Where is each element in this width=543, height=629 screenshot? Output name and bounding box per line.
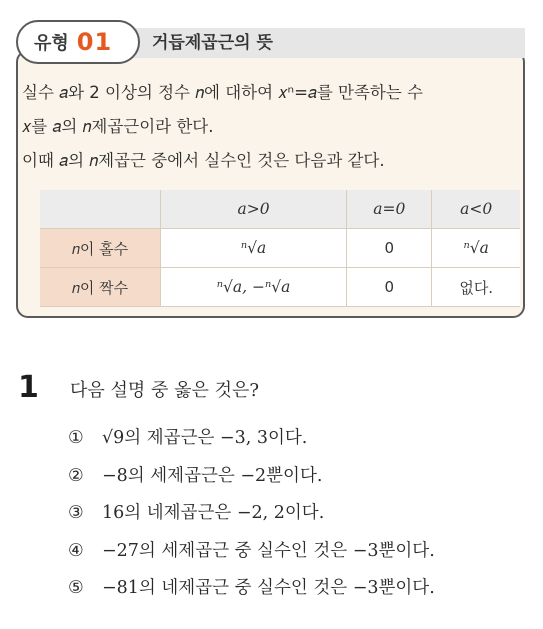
choice-text: −8의 세제곱근은 −2뿐이다. — [102, 465, 323, 486]
table-header-positive: 𝑎>0 — [161, 190, 347, 229]
nth-root-table — [40, 190, 520, 307]
answer-choices — [68, 420, 538, 608]
row-label-odd: 𝑛이 홀수 — [40, 229, 161, 268]
table-cell: ⁿ√𝑎 — [161, 229, 347, 268]
choice-mark: ④ — [68, 540, 84, 561]
table-cell: ⁿ√𝑎, −ⁿ√𝑎 — [161, 268, 347, 307]
table-row — [40, 229, 520, 268]
choice-mark: ① — [68, 428, 84, 448]
concept-header — [16, 20, 525, 64]
question-text: 다음 설명 중 옳은 것은? — [70, 380, 260, 401]
table-header-row — [40, 190, 520, 229]
table-cell: 0 — [347, 268, 432, 307]
type-tag-number: 01 — [76, 28, 113, 56]
choice-text: √9의 제곱근은 −3, 3이다. — [102, 428, 308, 448]
concept-description — [22, 76, 512, 178]
table-header-zero: 𝑎=0 — [347, 190, 432, 229]
choice-mark: ③ — [68, 503, 84, 523]
type-tag-label: 유형 — [34, 33, 69, 54]
table-cell: 0 — [347, 229, 432, 268]
choice-2[interactable] — [68, 458, 538, 496]
type-tag — [16, 20, 140, 64]
table-header-negative: 𝑎<0 — [432, 190, 520, 229]
choice-mark: ② — [68, 465, 84, 486]
description-line-2: 𝑥를 𝑎의 𝑛제곱근이라 한다. — [22, 117, 214, 136]
choice-text: −81의 네제곱근 중 실수인 것은 −3뿐이다. — [102, 578, 435, 598]
choice-text: −27의 세제곱근 중 실수인 것은 −3뿐이다. — [102, 540, 435, 561]
table-row — [40, 268, 520, 307]
question-number: 1 — [18, 370, 39, 405]
description-line-1: 실수 𝑎와 2 이상의 정수 𝑛에 대하여 𝑥ⁿ=𝑎를 만족하는 수 — [22, 83, 423, 102]
choice-5[interactable] — [68, 570, 538, 608]
choice-text: 16의 네제곱근은 −2, 2이다. — [102, 503, 325, 523]
table-cell: 없다. — [432, 268, 520, 307]
description-line-3: 이때 𝑎의 𝑛제곱근 중에서 실수인 것은 다음과 같다. — [22, 151, 385, 170]
row-label-even: 𝑛이 짝수 — [40, 268, 161, 307]
choice-mark: ⑤ — [68, 578, 84, 598]
choice-1[interactable] — [68, 420, 538, 458]
concept-title: 거듭제곱근의 뜻 — [152, 33, 273, 53]
table-corner-cell — [40, 190, 161, 229]
choice-3[interactable] — [68, 495, 538, 533]
choice-4[interactable] — [68, 533, 538, 571]
table-cell: ⁿ√𝑎 — [432, 229, 520, 268]
